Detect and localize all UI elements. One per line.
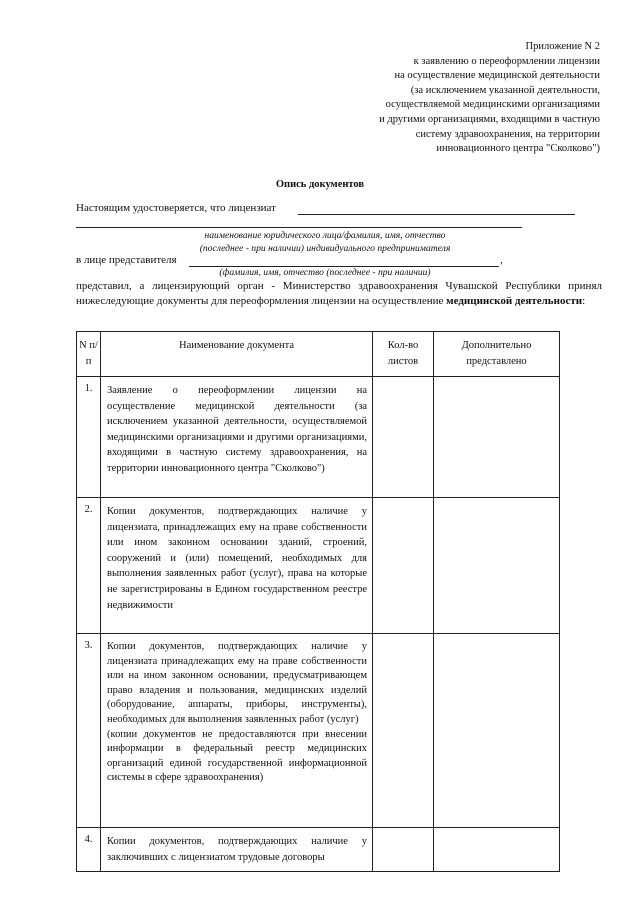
appendix-line: на осуществление медицинской деятельности bbox=[394, 70, 600, 82]
table-row bbox=[77, 634, 560, 828]
table-row bbox=[77, 377, 560, 498]
comma: , bbox=[500, 254, 503, 266]
header-name: Наименование документа bbox=[101, 332, 373, 377]
appendix-line: к заявлению о переоформлении лицензии bbox=[413, 55, 600, 67]
table-row bbox=[77, 828, 560, 872]
row-document bbox=[101, 634, 373, 828]
row-document: Копии документов, подтверждающих наличие у лицензиата, принадлежащих ему на праве собственности или ином законном основании зданий, строений, сооружений и (или) помещений, необходимых для выполнения заявленных работ (услуг), права на которые не зарегистрированы в Едином государственном реестре недвижимости bbox=[101, 498, 373, 634]
caption-licensee-name: наименование юридического лица/фамилия, имя, отчество bbox=[204, 230, 446, 241]
body-emphasis: медицинской деятельности bbox=[446, 294, 583, 307]
header-extra: Дополнительно представлено bbox=[434, 332, 560, 377]
body-text: представил, а лицензирующий орган - Министерство здравоохранения Чувашской Республики принял нижеследующие документы для переоформления лицензии на осуществление bbox=[76, 280, 602, 307]
appendix-line: осуществляемой медицинскими организациями bbox=[385, 99, 600, 111]
appendix-line: Приложение N 2 bbox=[525, 41, 600, 52]
appendix-line: и другими организациями, входящими в частную bbox=[379, 113, 600, 125]
table-row bbox=[77, 498, 560, 634]
row-document: Заявление о переоформлении лицензии на осуществление медицинской деятельности (за исключением указанной деятельности, осуществляемой медицинскими организациями и другими организациями, входящими в частную систему здравоохранения, на территории инновационного центра "Сколково") bbox=[101, 377, 373, 498]
row-num: 4. bbox=[77, 828, 101, 872]
row-extra[interactable] bbox=[434, 634, 560, 828]
row-num: 3. bbox=[77, 634, 101, 828]
header-qty: Кол-во листов bbox=[373, 332, 434, 377]
header-num: N п/п bbox=[77, 332, 101, 377]
certify-label: Настоящим удостоверяется, что лицензиат bbox=[76, 202, 276, 214]
row-extra[interactable] bbox=[434, 498, 560, 634]
row-extra[interactable] bbox=[434, 828, 560, 872]
appendix-header bbox=[320, 40, 600, 157]
documents-table bbox=[76, 331, 560, 872]
appendix-line: систему здравоохранения, на территории bbox=[415, 128, 600, 140]
licensee-name-blank-2[interactable] bbox=[76, 227, 522, 228]
caption-licensee-note: (последнее - при наличии) индивидуального предпринимателя bbox=[199, 243, 451, 254]
row-document-text: Копии документов, подтверждающих наличие у лицензиата принадлежащих ему на праве собственности или на ином законном основании, предусматривающем право владения и пользования, медицинских изделий (оборудование, аппараты, приборы, инструменты), необходимых для выполнения заявленных работ (услуг) bbox=[107, 641, 367, 725]
row-num: 2. bbox=[77, 498, 101, 634]
row-qty[interactable] bbox=[373, 828, 434, 872]
body-paragraph bbox=[76, 279, 602, 308]
representative-label: в лице представителя bbox=[76, 254, 177, 266]
row-document-note: (копии документов не предоставляются при внесении информации в федеральный реестр медицинских организаций единой государственной информационной системы в сфере здравоохранения) bbox=[107, 728, 367, 784]
caption-representative: (фамилия, имя, отчество (последнее - при наличии) bbox=[219, 267, 431, 278]
appendix-line: (за исключением указанной деятельности, bbox=[410, 84, 600, 96]
appendix-line: инновационного центра "Сколково") bbox=[436, 143, 600, 155]
row-num: 1. bbox=[77, 377, 101, 498]
body-end: : bbox=[582, 294, 586, 307]
row-document: Копии документов, подтверждающих наличие у заключивших с лицензиатом трудовые договоры bbox=[101, 828, 373, 872]
row-qty[interactable] bbox=[373, 377, 434, 498]
row-qty[interactable] bbox=[373, 498, 434, 634]
row-qty[interactable] bbox=[373, 634, 434, 828]
licensee-name-blank[interactable] bbox=[298, 214, 575, 215]
document-title: Опись документов bbox=[275, 179, 365, 190]
row-extra[interactable] bbox=[434, 377, 560, 498]
table-header-row bbox=[77, 332, 560, 377]
